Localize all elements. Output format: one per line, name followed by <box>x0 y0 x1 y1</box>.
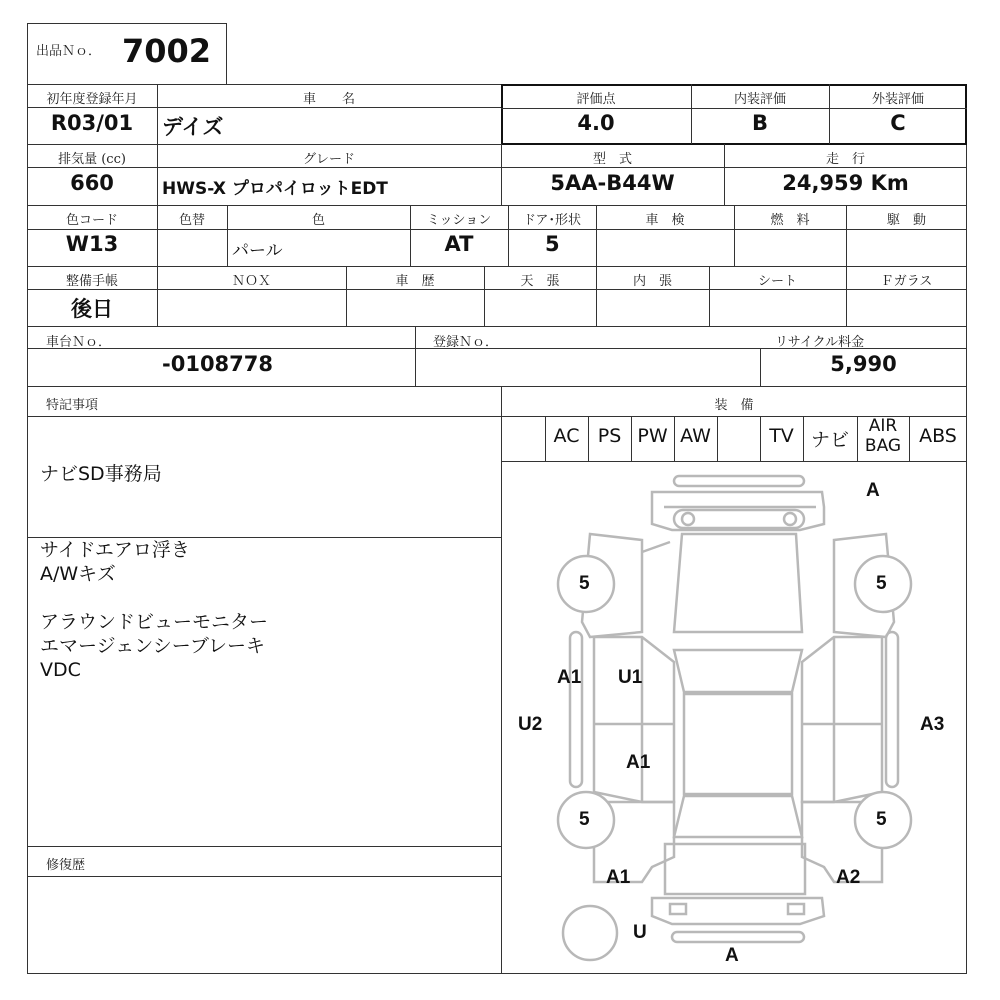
equip-pw: PW <box>637 425 668 447</box>
model-label: 型 式 <box>592 152 632 167</box>
mark-tire-rear-left: 5 <box>579 809 590 830</box>
spare-tire <box>563 906 617 960</box>
color-change-label: 色替 <box>178 213 205 228</box>
interior-rating: B <box>751 111 768 135</box>
color: パール <box>232 241 283 261</box>
hood <box>674 534 802 632</box>
car-diagram <box>502 462 966 973</box>
transmission-label: ミッション <box>426 213 492 228</box>
mark-roof-a1: A1 <box>626 752 651 773</box>
mark-spare-u: U <box>633 922 647 943</box>
chassis-number: -0108778 <box>162 352 273 376</box>
fuel-label: 燃 料 <box>770 213 810 228</box>
windshield <box>674 650 802 692</box>
mark-rear-bumper: A <box>725 945 739 966</box>
first-registration-label: 初年度登録年月 <box>46 92 138 107</box>
lot-number-label: 出品Ｎｏ． <box>36 44 102 59</box>
equip-airbag: AIR BAG <box>864 416 902 456</box>
right-side-skirt <box>886 632 898 787</box>
right-doors <box>802 637 882 802</box>
equip-tv: TV <box>769 425 794 447</box>
maintenance-label: 整備手帳 <box>65 274 118 289</box>
transmission: AT <box>444 232 474 256</box>
score: 4.0 <box>577 111 615 135</box>
rear-window <box>674 796 802 837</box>
left-doors <box>594 637 674 802</box>
registration-number-label: 登録Ｎｏ． <box>433 335 499 350</box>
notes-label: 特記事項 <box>46 398 99 413</box>
recycle-fee: 5,990 <box>830 352 897 376</box>
color-code: W13 <box>65 232 119 256</box>
repair-history-label: 修復歴 <box>46 858 86 873</box>
mark-right-a3: A3 <box>920 714 945 735</box>
mark-rear-right-a2: A2 <box>836 867 861 888</box>
mark-front-bumper: A <box>866 480 880 501</box>
recycle-fee-label: リサイクル料金 <box>775 335 865 350</box>
roof <box>684 694 792 794</box>
color-label: 色 <box>311 213 325 228</box>
inspection-label: 車 検 <box>645 213 685 228</box>
mark-rear-left-a1: A1 <box>606 867 631 888</box>
front-glass-label: Ｆガラス <box>880 274 933 289</box>
color-code-label: 色コード <box>65 213 118 228</box>
exterior-rating-label: 外装評価 <box>871 92 924 107</box>
mark-tire-rear-right: 5 <box>876 809 887 830</box>
drive-label: 駆 動 <box>886 213 926 228</box>
rear-bumper-bar <box>672 932 804 942</box>
displacement-label: 排気量 (cc) <box>58 152 126 167</box>
doors-label: ドア･形状 <box>522 213 582 228</box>
equipment-label: 装 備 <box>714 398 754 413</box>
score-label: 評価点 <box>576 92 616 107</box>
notes-line-1: ナビSD事務局 <box>40 463 162 485</box>
doors: 5 <box>545 232 560 256</box>
displacement: 660 <box>70 171 114 195</box>
history-label: 車 歴 <box>395 274 435 289</box>
mileage-label: 走 行 <box>825 152 865 167</box>
left-side-skirt <box>570 632 582 787</box>
equip-ac: AC <box>553 425 580 447</box>
maintenance: 後日 <box>71 297 113 321</box>
interior-rating-label: 内装評価 <box>733 92 786 107</box>
nox-label: ＮＯＸ <box>231 274 271 289</box>
mark-tire-front-right: 5 <box>876 573 887 594</box>
tailgate <box>665 844 805 894</box>
equip-navi: ナビ <box>810 429 849 451</box>
mark-left-u2: U2 <box>518 714 543 735</box>
notes-block-2: サイドエアロ浮き A/Wキズ アラウンドビューモニター エマージェンシーブレーキ VDC <box>40 539 269 681</box>
mark-tire-front-left: 5 <box>579 573 590 594</box>
grade: HWS-X プロパイロットEDT <box>162 179 388 199</box>
chassis-number-label: 車台Ｎｏ． <box>46 335 112 350</box>
equip-ps: PS <box>597 425 622 447</box>
equip-abs: ABS <box>919 425 957 447</box>
car-name-label: 車 名 <box>302 92 355 107</box>
lot-number: 7002 <box>122 32 212 70</box>
exterior-rating: C <box>890 111 906 135</box>
grade-label: グレード <box>302 152 355 167</box>
roof-lining-label: 天 張 <box>520 274 560 289</box>
first-registration: R03/01 <box>50 111 134 135</box>
car-name: デイズ <box>162 115 224 139</box>
equip-aw: AW <box>680 425 711 447</box>
seat-label: シート <box>757 274 797 289</box>
interior-trim-label: 内 張 <box>632 274 672 289</box>
front-bumper-bar <box>674 476 804 486</box>
model: 5AA-B44W <box>550 171 675 195</box>
rear-bumper <box>652 898 824 924</box>
mark-left-a1: A1 <box>557 667 582 688</box>
mark-left-u1: U1 <box>618 667 643 688</box>
mileage: 24,959 Km <box>782 171 909 195</box>
